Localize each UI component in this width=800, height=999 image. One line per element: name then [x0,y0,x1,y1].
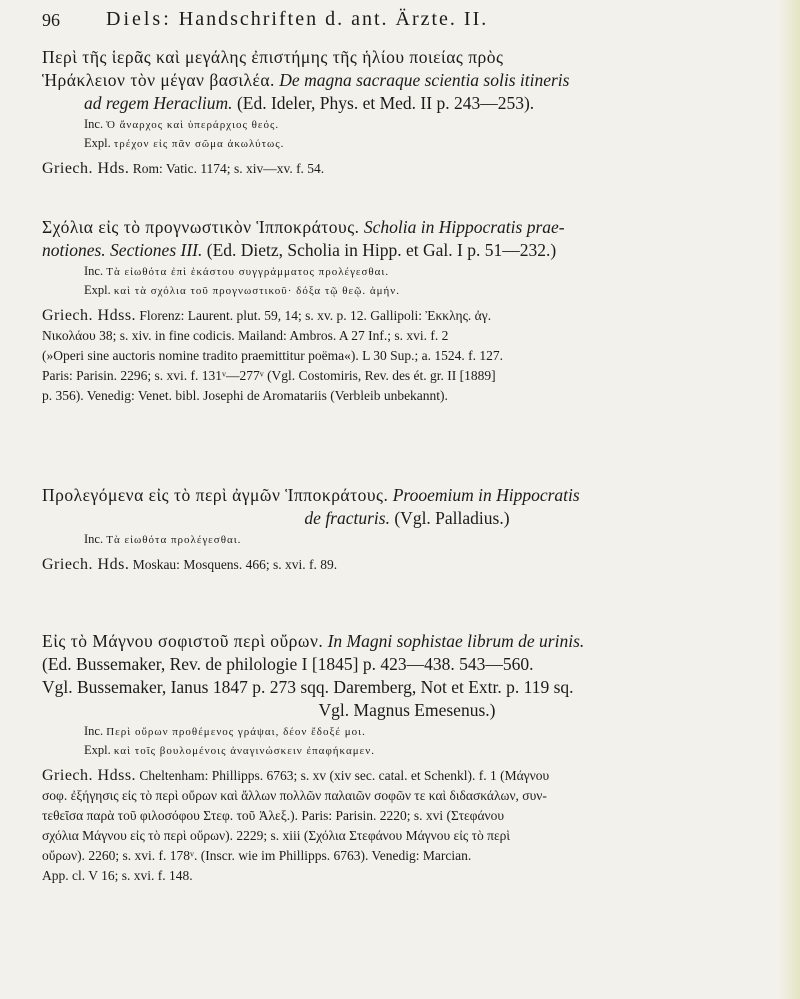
entry-title-line [42,46,772,69]
incipit [42,262,772,281]
entry-title-line [42,653,772,676]
incipit [42,115,772,134]
greek-title: Εἰς τὸ Μάγνου σοφιστοῦ περὶ οὔρων. [42,631,324,651]
entry-title-line [42,676,772,699]
latin-title-cont: de fracturis. [304,508,390,528]
page-number: 96 [42,10,60,30]
mss-line: Griech. Hdss. Cheltenham: Phillipps. 6763; s. xv (xiv sec. catal. et Schenkl). f. 1 (Μάγνου [42,767,550,784]
expl-label: Expl. [84,743,111,757]
expl-label: Expl. [84,136,111,150]
explicit [42,134,772,153]
mss-text: Rom: Vatic. 1174; s. xiv—xv. f. 54. [132,161,325,176]
entry-title-line [42,507,772,530]
manuscripts [42,555,772,575]
greek-title-cont: Ἡράκλειον τὸν μέγαν βασιλέα. [42,70,275,90]
entry-scholia-prognostic [42,216,772,406]
edition-ref-cont: Vgl. Bussemaker, Ianus 1847 p. 273 sqq. Daremberg, Not et Extr. p. 119 sq. [42,677,574,697]
running-title-text: Handschriften d. ant. Ärzte. II. [178,8,489,30]
mss-line: Νικολάου 38; s. xiv. in fine codicis. Mailand: Ambros. A 27 Inf.; s. xvi. f. 2 [42,328,449,343]
manuscripts [42,306,772,406]
manuscripts [42,766,772,886]
manuscripts [42,159,772,179]
mss-line: (»Operi sine auctoris nomine tradito praemittitur poëma«). L 30 Sup.; a. 1524. f. 127. [42,348,504,363]
entry-title-line [42,699,772,722]
greek-title: Προλεγόμενα εἰς τὸ περὶ ἀγμῶν Ἱπποκράτους. [42,485,389,505]
entry-magnus-urines [42,630,772,886]
mss-head: Griech. Hds. [42,160,130,177]
greek-title: Περὶ τῆς ἱερᾶς καὶ μεγάλης ἐπιστήμης τῆς ἡλίου ποιείας πρὸς [42,47,504,67]
mss-line: Griech. Hdss. Florenz: Laurent. plut. 59, 14; s. xv. p. 12. Gallipoli: Ἐκκλης. ἀγ. [42,307,492,324]
entry-title-line [42,239,772,262]
entry-fractures-prooemium [42,484,772,575]
see-also: Vgl. Magnus Emesenus.) [318,700,496,720]
running-title [106,8,488,31]
inc-label: Inc. [84,532,104,546]
edition-ref: (Ed. Dietz, Scholia in Hipp. et Gal. I p. 51—232.) [206,240,557,260]
incipit [42,722,772,741]
latin-title: Scholia in Hippocratis prae- [363,217,565,237]
entry-title-line [42,92,772,115]
entry-title-line [42,69,772,92]
inc-label: Inc. [84,264,104,278]
entry-sun-science [42,46,772,179]
edition-ref: (Ed. Bussemaker, Rev. de philologie I [1845] p. 423—438. 543—560. [42,654,534,674]
explicit [42,741,772,760]
incipit [42,530,772,549]
mss-line: p. 356). Venedig: Venet. bibl. Josephi de Aromatariis (Verbleib unbekannt). [42,388,448,403]
inc-text: Τὰ εἰωθότα προλέγεσθαι. [106,534,242,546]
expl-text: τρέχον εἰς πᾶν σῶμα ἀκωλύτως. [113,138,285,150]
running-author: Diels: [106,8,172,30]
mss-text: Moskau: Mosquens. 466; s. xvi. f. 89. [132,557,338,572]
inc-text: Ὁ ἄναρχος καὶ ὑπεράρχιος θεός. [106,119,280,131]
mss-line: App. cl. V 16; s. xvi. f. 148. [42,868,193,883]
latin-title-cont: notiones. Sectiones III. [42,240,203,260]
inc-label: Inc. [84,117,104,131]
latin-title: In Magni sophistae librum de urinis. [327,631,585,651]
inc-text: Τὰ εἰωθότα ἐπὶ ἑκάστου συγγράμματος προλέγεσθαι. [106,266,390,278]
inc-label: Inc. [84,724,104,738]
entry-title-line [42,484,772,507]
see-also: (Vgl. Palladius.) [394,508,510,528]
greek-title: Σχόλια εἰς τὸ προγνωστικὸν Ἱπποκράτους. [42,217,360,237]
page-edge-shadow [778,0,800,999]
mss-head: Griech. Hdss. [42,307,137,324]
expl-text: καὶ τοῖς βουλομένοις ἀναγινώσκειν ἐπαφήκαμεν. [113,745,375,757]
edition-ref: (Ed. Ideler, Phys. et Med. II p. 243—253). [236,93,535,113]
latin-title: De magna sacraque scientia solis itineris [279,70,570,90]
explicit [42,281,772,300]
expl-text: καὶ τὰ σχόλια τοῦ προγνωστικοῦ· δόξα τῷ θεῷ. ἀμήν. [113,285,401,297]
mss-line: σοφ. ἐξήγησις εἰς τὸ περὶ οὔρων καὶ ἄλλων πολλῶν παλαιῶν σοφῶν τε καὶ διδασκάλων, συν- [42,788,547,803]
latin-title-cont: ad regem Heraclium. [84,93,233,113]
mss-line: σχόλια Μάγνου εἰς τὸ περὶ οὔρων). 2229; s. xiii (Σχόλια Στεφάνου Μάγνου εἰς τὸ περὶ [42,828,510,843]
latin-title: Prooemium in Hippocratis [392,485,580,505]
mss-head: Griech. Hdss. [42,767,137,784]
expl-label: Expl. [84,283,111,297]
mss-line: τεθεῖσα παρὰ τοῦ φιλοσόφου Στεφ. τοῦ Ἀλεξ.). Paris: Parisin. 2220; s. xvi (Στεφάνου [42,808,505,823]
mss-head: Griech. Hds. [42,556,130,573]
running-head [42,8,772,34]
entry-title-line [42,630,772,653]
entry-title-line [42,216,772,239]
mss-line: οὔρων). 2260; s. xvi. f. 178ᵛ. (Inscr. wie im Phillipps. 6763). Venedig: Marcian. [42,848,472,863]
inc-text: Περὶ οὔρων προθέμενος γράψαι, δέον ἔδοξέ μοι. [106,726,366,738]
mss-line: Paris: Parisin. 2296; s. xvi. f. 131ᵛ—277ᵛ (Vgl. Costomiris, Rev. des ét. gr. II [1889] [42,368,496,383]
